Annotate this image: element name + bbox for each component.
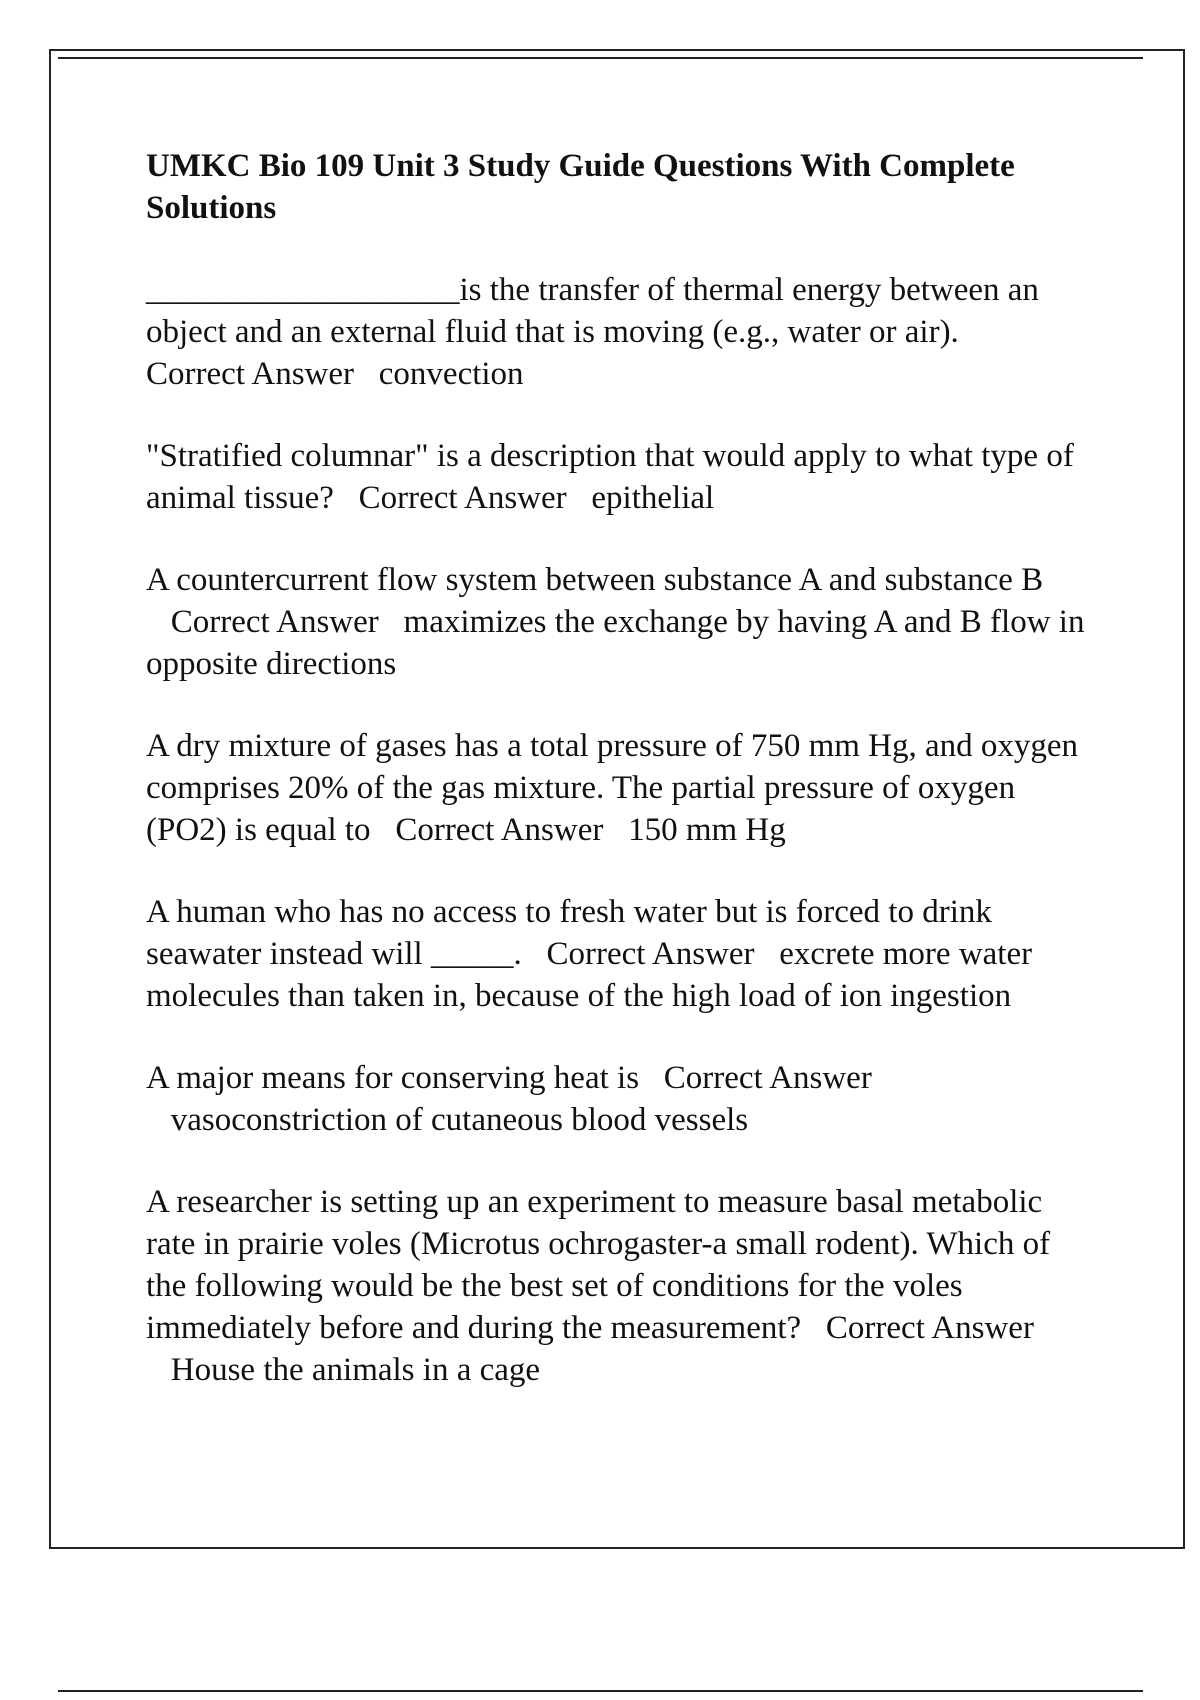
answer-label: Correct Answer	[146, 356, 355, 392]
qa-item-7	[146, 1181, 1086, 1391]
answer-text: excrete more water molecules than taken in, because of the high load of ion ingestion	[146, 936, 1033, 1014]
answer-label: Correct Answer	[395, 812, 604, 848]
answer-label: Correct Answer	[663, 1060, 872, 1096]
question-text: A countercurrent flow system between substance A and substance B	[146, 562, 1044, 598]
qa-item-2	[146, 435, 1086, 519]
qa-item-6	[146, 1057, 1086, 1141]
answer-text: maximizes the exchange by having A and B flow in opposite directions	[146, 604, 1085, 682]
question-text: "Stratified columnar" is a description that would apply to what type of animal tissue?	[146, 438, 1074, 516]
qa-item-4	[146, 725, 1086, 851]
qa-item-1	[146, 269, 1086, 395]
question-text: A major means for conserving heat is	[146, 1060, 640, 1096]
bottom-rule	[58, 1690, 1143, 1692]
answer-text: 150 mm Hg	[628, 812, 786, 848]
question-text: ___________________is the transfer of thermal energy between an object and an external fluid that is moving (e.g., water or air).	[146, 272, 1039, 350]
qa-item-3	[146, 559, 1086, 685]
answer-label: Correct Answer	[358, 480, 567, 516]
question-text: A researcher is setting up an experiment to measure basal metabolic rate in prairie voles (Microtus ochrogaster-a small rodent). Which of the following would be the best set of conditions for the voles immediately before and during the measurement?	[146, 1184, 1051, 1346]
answer-label: Correct Answer	[546, 936, 755, 972]
question-text: A human who has no access to fresh water but is forced to drink seawater instead will _____.	[146, 894, 992, 972]
question-text: A dry mixture of gases has a total pressure of 750 mm Hg, and oxygen comprises 20% of the gas mixture. The partial pressure of oxygen (PO2) is equal to	[146, 728, 1079, 848]
answer-text: epithelial	[591, 480, 715, 516]
answer-text: vasoconstriction of cutaneous blood vessels	[170, 1102, 749, 1138]
answer-label: Correct Answer	[825, 1310, 1034, 1346]
document-body	[146, 145, 1086, 1431]
answer-label: Correct Answer	[170, 604, 379, 640]
answer-text: convection	[378, 356, 524, 392]
document-title: UMKC Bio 109 Unit 3 Study Guide Questions With Complete Solutions	[146, 148, 1015, 226]
answer-text: House the animals in a cage	[170, 1352, 541, 1388]
top-rule	[58, 57, 1143, 59]
qa-item-5	[146, 891, 1086, 1017]
